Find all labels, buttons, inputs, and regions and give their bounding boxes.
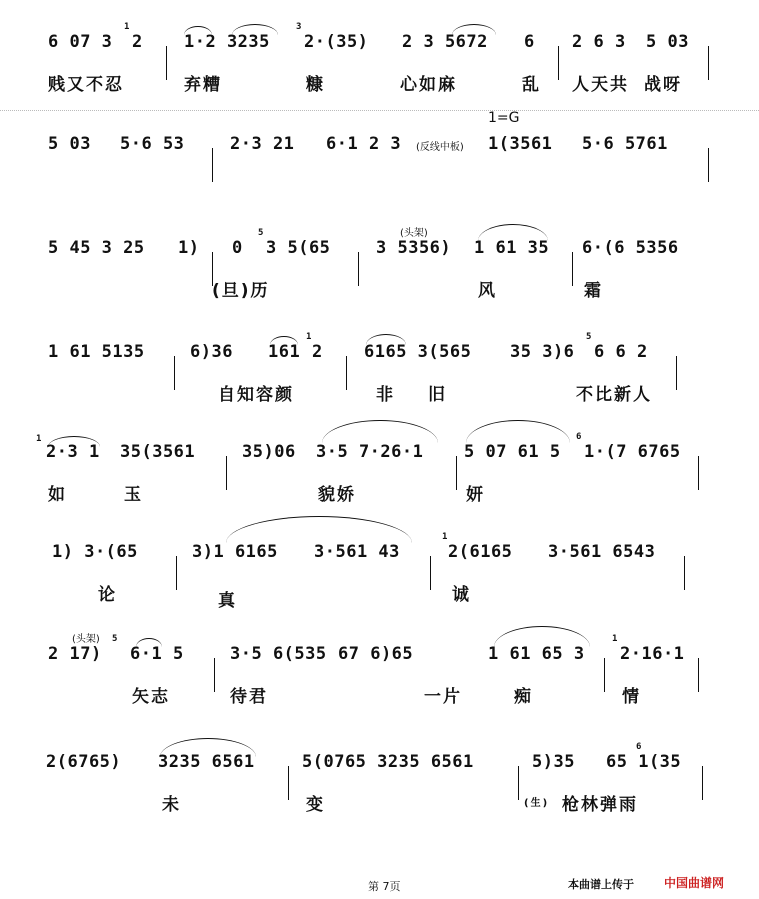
lyric: 糠 (306, 75, 325, 95)
lyric: 不比新人 (576, 385, 652, 405)
notation-line (0, 228, 759, 278)
note-group: 6 (524, 32, 535, 52)
grace-note: 1 (124, 22, 130, 32)
key-signature: 1=G (488, 110, 520, 126)
performance-annotation: (反线中板) (416, 142, 464, 153)
lyrics-line (0, 70, 759, 98)
grace-note: 1 (306, 332, 312, 342)
note-group: 3·5 7·26·1 (316, 442, 424, 462)
lyrics-line (0, 580, 759, 611)
note-group: 0 (232, 238, 243, 258)
note-group: 6165 3(565 (364, 342, 472, 362)
lyric: 真 (218, 591, 237, 611)
note-group: 5(0765 3235 6561 (302, 752, 474, 772)
note-group: 1·2 3235 (184, 32, 270, 52)
note-group: 5 03 (646, 32, 689, 52)
note-group: 6·1 5 (130, 644, 184, 664)
score-row-5 (0, 424, 759, 534)
note-group: 2 3 5672 (402, 32, 488, 52)
lyric: 情 (622, 687, 641, 707)
note-group: 2 17) (48, 644, 102, 664)
lyric: 痴 (514, 687, 533, 707)
notation-line (0, 134, 759, 174)
note-group: 3)1 6165 (192, 542, 278, 562)
performance-annotation: (头架) (72, 634, 100, 645)
lyric: 玉 (124, 485, 143, 505)
grace-note: 6 (636, 742, 642, 752)
note-group: 161 (268, 342, 301, 362)
page-number: 第 7页 (368, 880, 401, 893)
note-group: 2·3 21 (230, 134, 295, 154)
lyric: 妍 (466, 485, 485, 505)
role-marker: (生) (524, 798, 550, 809)
note-group: 3 5(65 (266, 238, 331, 258)
note-group: 2·16·1 (620, 644, 685, 664)
lyric: 诚 (452, 585, 471, 605)
score-row-7 (0, 626, 759, 736)
slur (452, 24, 496, 35)
note-group: 6 07 3 (48, 32, 113, 52)
lyric: 如 (48, 485, 67, 505)
score-row-3 (0, 220, 759, 330)
grace-note: 5 (586, 332, 592, 342)
note-group: 5)35 (532, 752, 575, 772)
notation-line (0, 332, 759, 382)
grace-note: 1 (36, 434, 42, 444)
note-group: 2 (132, 32, 143, 52)
notation-line (0, 432, 759, 482)
slur (184, 26, 212, 35)
note-group: 5·6 53 (120, 134, 185, 154)
slur (232, 24, 278, 35)
lyrics-line (0, 790, 759, 818)
grace-note: 1 (612, 634, 618, 644)
lyric: 非 (376, 385, 395, 405)
note-group: 5 07 61 5 (464, 442, 561, 462)
note-group: 35)06 (242, 442, 296, 462)
note-group: 1) 3·(65 (52, 542, 138, 562)
lyric: 战呀 (644, 75, 682, 95)
lyric: 旧 (428, 385, 447, 405)
note-group: 5·6 5761 (582, 134, 668, 154)
note-group: 2·3 1 (46, 442, 100, 462)
lyrics-line (0, 276, 759, 304)
note-group: 65 1(35 (606, 752, 682, 772)
lyric: 变 (306, 795, 325, 815)
lyric: 霜 (584, 281, 603, 301)
note-group: 3 5356) (376, 238, 452, 258)
note-group: 3·561 6543 (548, 542, 656, 562)
lyrics-line (0, 380, 759, 408)
note-group: 1 61 35 (474, 238, 550, 258)
lyric: 论 (98, 585, 117, 605)
score-row-2 (0, 116, 759, 226)
note-group: 5 03 (48, 134, 91, 154)
lyric: 貌娇 (318, 485, 356, 505)
grace-note: 3 (296, 22, 302, 32)
note-group: 67 6)65 (338, 644, 414, 664)
barline (708, 148, 709, 182)
performance-annotation: (头架) (400, 228, 428, 239)
note-group: 3·561 43 (314, 542, 400, 562)
lyric: 乱 (522, 75, 541, 95)
notation-line (0, 634, 759, 684)
note-group: 1 61 65 3 (488, 644, 585, 664)
note-group: 2 6 3 (572, 32, 626, 52)
note-group: 6)36 (190, 342, 233, 362)
grace-note: 1 (442, 532, 448, 542)
grace-note: 5 (258, 228, 264, 238)
note-group: 3·5 6(535 (230, 644, 327, 664)
note-group: 2 (312, 342, 323, 362)
lyrics-line (0, 682, 759, 710)
note-group: 2·(35) (304, 32, 369, 52)
note-group: 6 6 2 (594, 342, 648, 362)
note-group: 6·1 2 3 (326, 134, 402, 154)
grace-note: 5 (112, 634, 118, 644)
lyric: 风 (478, 281, 497, 301)
lyric: 弃糟 (184, 75, 222, 95)
note-group: 3235 6561 (158, 752, 255, 772)
notation-line (0, 742, 759, 792)
lyric: 待君 (230, 687, 268, 707)
lyric: 自知容颜 (218, 385, 294, 405)
score-row-8 (0, 734, 759, 844)
score-row-4 (0, 324, 759, 434)
score-row-6 (0, 524, 759, 634)
lyric: 人天共 (572, 75, 629, 95)
slur (322, 420, 438, 443)
barline (212, 148, 213, 182)
note-group: 1 61 5135 (48, 342, 145, 362)
lyric: 矢志 (132, 687, 170, 707)
lyric: 贱又不忍 (48, 75, 124, 95)
note-group: 1·(7 6765 (584, 442, 681, 462)
slur (466, 420, 570, 443)
note-group: 5 45 3 25 (48, 238, 145, 258)
site-logo: 中国曲谱网 (664, 876, 725, 890)
note-group: 35(3561 (120, 442, 196, 462)
note-group: 2(6165 (448, 542, 513, 562)
note-group: 1(3561 (488, 134, 553, 154)
notation-line (0, 532, 759, 582)
score-row-1 (0, 14, 759, 124)
lyric: 未 (162, 795, 181, 815)
lyric: 枪林弹雨 (562, 795, 638, 815)
note-group: 2(6765) (46, 752, 122, 772)
lyric: 心如麻 (400, 75, 457, 95)
source-credit: 本曲谱上传于 (568, 878, 634, 891)
note-group: 35 3)6 (510, 342, 575, 362)
grace-note: 6 (576, 432, 582, 442)
notation-line (0, 22, 759, 72)
lyric: (旦)历 (212, 281, 270, 301)
note-group: 1) (178, 238, 200, 258)
divider (0, 110, 759, 111)
lyric: 一片 (424, 687, 462, 707)
note-group: 6·(6 5356 (582, 238, 679, 258)
lyrics-line (0, 480, 759, 508)
